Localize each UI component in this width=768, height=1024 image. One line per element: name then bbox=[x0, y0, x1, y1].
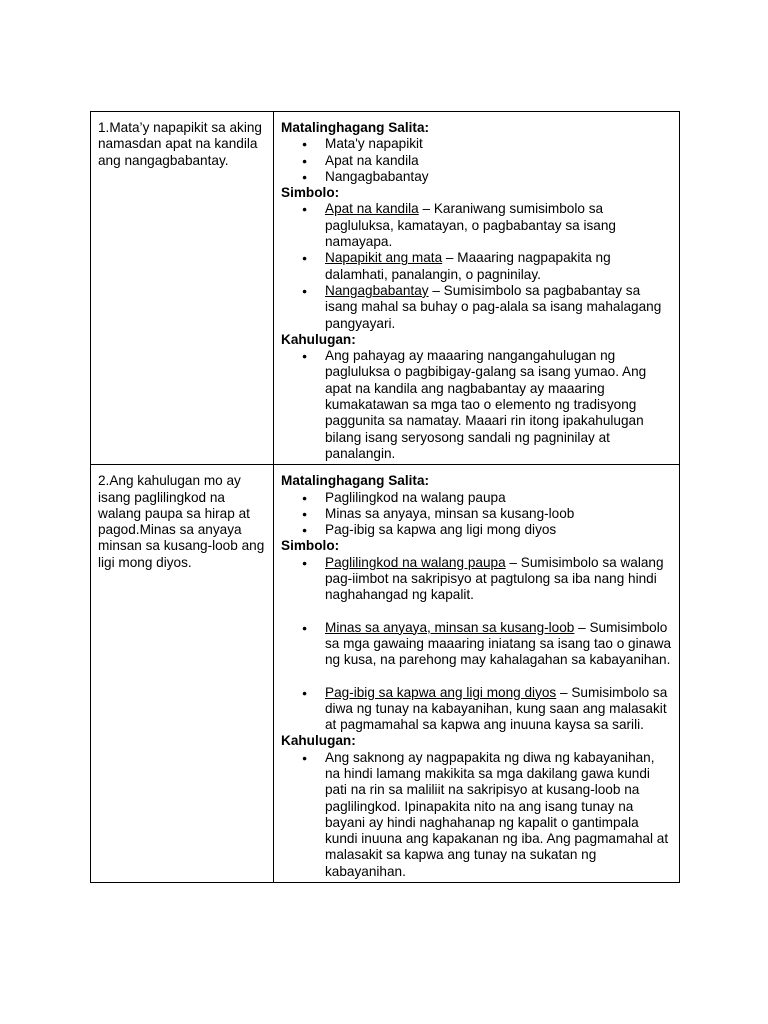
list-item bbox=[325, 283, 673, 332]
salita-list bbox=[281, 490, 673, 539]
list-item: ● Ang pahayag ay maaaring nangangahulugan ng pagluluksa o pagbibigay-galang sa isang yumao. Ang apat na kandila ang nagbabantay ay maaaring kumakatawan sa mga tao o elemento ng tradisyong paggunita sa namatay. Maaari rin itong ipakahulugan bilang isang seryosong sandali ng pagninilay at panalangin. bbox=[325, 348, 673, 462]
list-item: ● Pag-ibig sa kapwa ang ligi mong diyos bbox=[325, 522, 673, 538]
symbol-term: Apat na kandila bbox=[325, 201, 419, 217]
analysis-cell bbox=[274, 465, 680, 883]
simbolo-list bbox=[281, 555, 673, 734]
symbol-desc: – Sumisimbolo sa mga gawaing maaaring iniatang sa isang tao o ginawa ng kusa, na parehong may kahalagahan sa kabayanihan. bbox=[325, 619, 672, 668]
line-cell bbox=[91, 112, 274, 465]
list-item: ● Minas sa anyaya, minsan sa kusang-loob bbox=[325, 506, 673, 522]
section-heading: Simbolo: bbox=[281, 185, 340, 201]
symbol-term: Napapikit ang mata bbox=[325, 250, 443, 266]
list-item: ● Nangagbabantay bbox=[325, 169, 673, 185]
section-heading: Matalinghagang Salita: bbox=[281, 473, 430, 489]
symbol-desc: – Sumisimbolo sa pagbabantay sa isang mahal sa buhay o pag-alala sa isang mahalagang pangyayari. bbox=[325, 282, 662, 331]
table-row bbox=[91, 465, 680, 883]
section-heading: Matalinghagang Salita: bbox=[281, 120, 430, 135]
analysis-cell bbox=[274, 112, 680, 465]
analysis-table bbox=[90, 111, 680, 883]
simbolo-list bbox=[281, 201, 673, 331]
symbol-desc: – Sumisimbolo sa diwa ng tunay na kabayanihan, kung saan ang malasakit at pagmamahal sa kapwa ang inuuna kaysa sa sarili. bbox=[325, 684, 668, 733]
list-item bbox=[325, 201, 673, 250]
salita-list bbox=[281, 136, 673, 185]
list-item bbox=[325, 555, 673, 604]
verse-line: 1.Mata’y napapikit sa aking namasdan apat na kandila ang nangagbabantay. bbox=[98, 120, 262, 168]
symbol-term: Nangagbabantay bbox=[325, 282, 429, 298]
symbol-term: Minas sa anyaya, minsan sa kusang-loob bbox=[325, 619, 575, 635]
symbol-desc: – Karaniwang sumisimbolo sa pagluluksa, kamatayan, o pagbabantay sa isang namayapa. bbox=[325, 201, 616, 250]
symbol-term: Pag-ibig sa kapwa ang ligi mong diyos bbox=[325, 684, 557, 700]
table-row bbox=[91, 112, 680, 465]
list-item bbox=[325, 685, 673, 734]
line-cell bbox=[91, 465, 274, 883]
symbol-term: Paglilingkod na walang paupa bbox=[325, 554, 506, 570]
kahulugan-list bbox=[281, 348, 673, 462]
list-item bbox=[325, 250, 673, 283]
list-item: ● Apat na kandila bbox=[325, 153, 673, 169]
list-item: ● Mata'y napapikit bbox=[325, 136, 673, 152]
kahulugan-list bbox=[281, 750, 673, 880]
symbol-desc: – Maaaring nagpapakita ng dalamhati, panalangin, o pagninilay. bbox=[325, 250, 611, 282]
verse-line: 2.Ang kahulugan mo ay isang paglilingkod na walang paupa sa hirap at pagod.Minas sa anyaya minsan sa kusang-loob ang ligi mong diyos. bbox=[98, 473, 265, 570]
section-heading: Simbolo: bbox=[281, 538, 340, 554]
list-item: ● Ang saknong ay nagpapakita ng diwa ng kabayanihan, na hindi lamang makikita sa mga dakilang gawa kundi pati na rin sa maliliit na sakripisyo at kusang-loob na paglilingkod. Ipinapakita nito na ang isang tunay na bayani ay hindi naghahanap ng kapalit o gantimpala kundi inuuna ang kapakanan ng iba. Ang pagmamahal at malasakit sa kapwa ang tunay na sukatan ng kabayanihan. bbox=[325, 750, 673, 880]
symbol-desc: – Sumisimbolo sa walang pag-iimbot na sakripisyo at pagtulong sa iba nang hindi naghahangad ng kapalit. bbox=[325, 554, 664, 603]
section-heading: Kahulugan: bbox=[281, 733, 356, 749]
section-heading: Kahulugan: bbox=[281, 331, 356, 347]
list-item bbox=[325, 620, 673, 669]
list-item: ● Paglilingkod na walang paupa bbox=[325, 490, 673, 506]
